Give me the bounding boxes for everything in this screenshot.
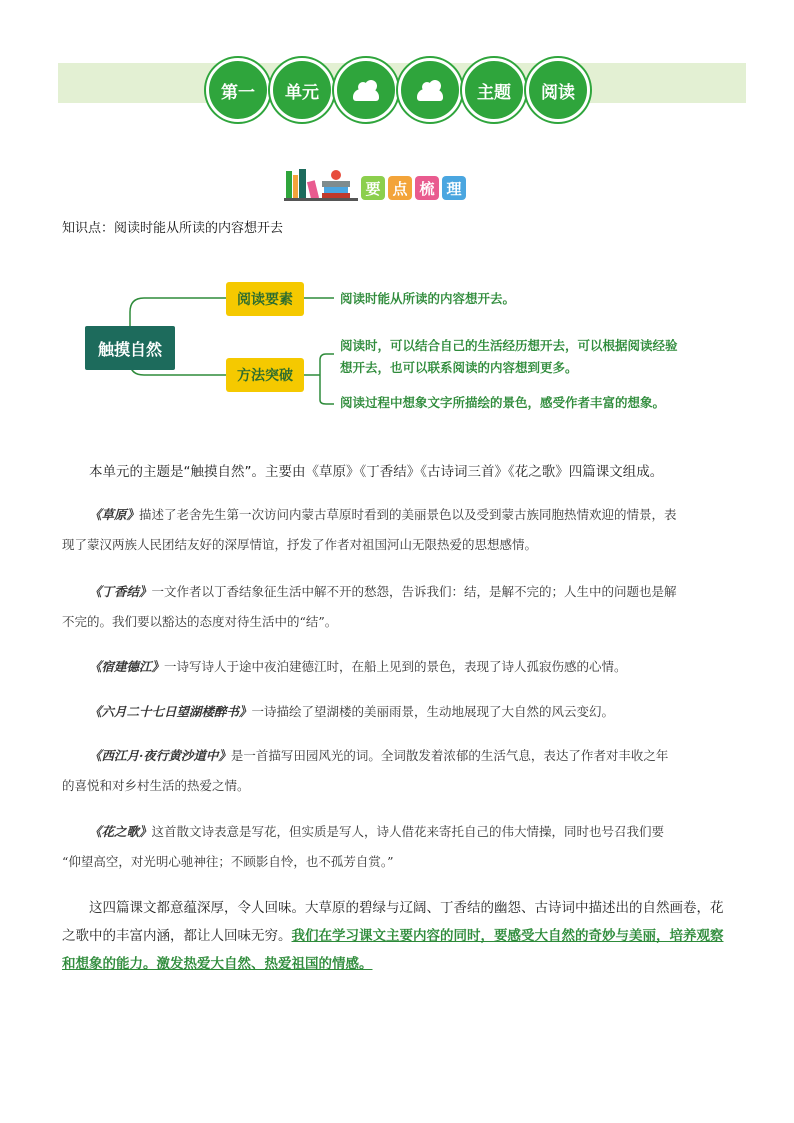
lesson-text-5b: 的喜悦和对乡村生活的热爱之情。 — [62, 778, 250, 793]
summary-highlight-2: 和想象的能力。激发热爱大自然、热爱祖国的情感。 — [62, 956, 373, 972]
header-char-4: 理 — [442, 176, 466, 200]
lesson-title-5: 《西江月·夜行黄沙道中》 — [89, 748, 231, 763]
mindmap-root: 触摸自然 — [85, 326, 175, 370]
mindmap-text-2a-line2: 想开去，也可以联系阅读的内容想到更多。 — [340, 360, 578, 375]
header-char-3: 梳 — [415, 176, 439, 200]
header-char-1: 要 — [361, 176, 385, 200]
lesson-text-6a: 这首散文诗表意是写花，但实质是写人，诗人借花来寄托自己的伟大情操，同时也号召我们要 — [151, 824, 665, 839]
lesson-text-5a: 是一首描写田园风光的词。全词散发着浓郁的生活气息，表达了作者对丰收之年 — [230, 748, 669, 763]
lesson-paragraph-1 — [62, 500, 742, 560]
lesson-text-3a: 一诗写诗人于途中夜泊建德江时，在船上见到的景色，表现了诗人孤寂伤感的心情。 — [164, 659, 627, 674]
lesson-text-6b: “仰望高空，对光明心驰神往；不顾影自怜，也不孤芳自赏。” — [62, 854, 394, 869]
banner-label-6: 阅读 — [541, 82, 575, 103]
intro-paragraph — [62, 458, 742, 486]
summary-paragraph — [62, 894, 742, 978]
lesson-title-4: 《六月二十七日望湖楼醉书》 — [89, 704, 252, 719]
lesson-title-6: 《花之歌》 — [89, 824, 152, 839]
banner-label-1: 第一 — [221, 82, 255, 103]
banner-label-5: 主题 — [477, 82, 511, 103]
lesson-text-1b: 现了蒙汉两族人民团结友好的深厚情谊，抒发了作者对祖国河山无限热爱的思想感情。 — [62, 537, 538, 552]
lesson-text-2a: 一文作者以丁香结象征生活中解不开的愁怨，告诉我们：结，是解不完的；人生中的问题也是解 — [151, 584, 677, 599]
lesson-text-1a: 描述了老舍先生第一次访问内蒙古草原时看到的美丽景色以及受到蒙古族同胞热情欢迎的情景，表 — [139, 507, 677, 522]
summary-text-1: 这四篇课文都意蕴深厚，令人回味。大草原的碧绿与辽阔、丁香结的幽怨、古诗词中描述出的自然画卷，花 — [89, 900, 724, 916]
mindmap-text-2b: 阅读过程中想象文字所描绘的景色，感受作者丰富的想象。 — [340, 395, 666, 410]
mindmap-node-method: 方法突破 — [226, 358, 304, 392]
lesson-paragraph-5 — [62, 741, 742, 801]
mindmap-node-reading-element: 阅读要素 — [226, 282, 304, 316]
mindmap-text-2a — [340, 335, 678, 379]
lesson-paragraph-3 — [62, 652, 742, 682]
mindmap-connectors — [0, 0, 794, 460]
lesson-paragraph-2 — [62, 577, 742, 637]
lesson-title-2: 《丁香结》 — [89, 584, 152, 599]
summary-text-2: 之歌中的丰富内涵，都让人回味无穷。 — [62, 928, 292, 944]
lesson-title-1: 《草原》 — [89, 507, 140, 522]
summary-highlight-1: 我们在学习课文主要内容的同时，要感受大自然的奇妙与美丽，培养观察 — [291, 928, 724, 944]
lesson-paragraph-4 — [62, 697, 742, 727]
lesson-text-4a: 一诗描绘了望湖楼的美丽雨景，生动地展现了大自然的风云变幻。 — [251, 704, 615, 719]
mindmap-text-2a-line1: 阅读时，可以结合自己的生活经历想开去，可以根据阅读经验 — [340, 338, 678, 353]
header-char-2: 点 — [388, 176, 412, 200]
knowledge-point: 知识点：阅读时能从所读的内容想开去 — [62, 221, 284, 236]
lesson-text-2b: 不完的。我们要以豁达的态度对待生活中的“结”。 — [62, 614, 338, 629]
intro-text: 本单元的主题是“触摸自然”。主要由《草原》《丁香结》《古诗词三首》《花之歌》四篇课文组成。 — [89, 464, 664, 480]
banner-label-2: 单元 — [285, 82, 319, 103]
mindmap-text-1: 阅读时能从所读的内容想开去。 — [340, 291, 516, 306]
lesson-title-3: 《宿建德江》 — [89, 659, 165, 674]
lesson-paragraph-6 — [62, 817, 742, 877]
